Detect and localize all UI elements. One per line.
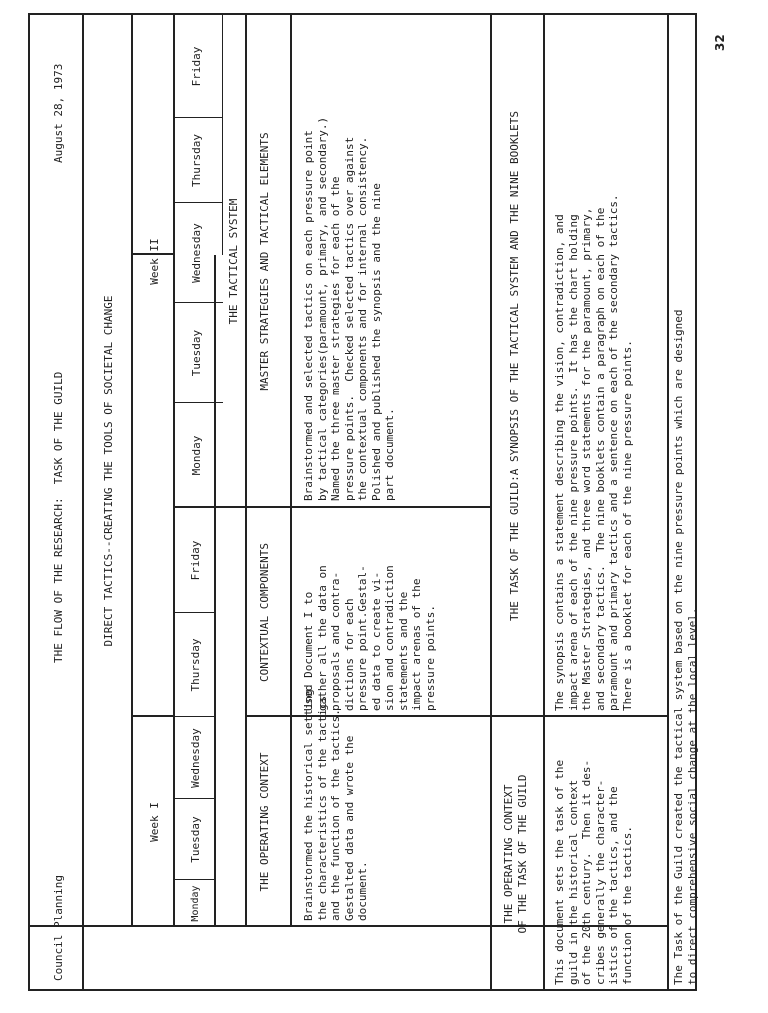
day-tuesday-2: Tuesday — [190, 329, 203, 377]
header-date: August 28, 1973 — [52, 63, 65, 163]
lower-right-text: The synopsis contains a statement describing the vision, contradiction, and impact arena of each of the nine pressure points. It has the chart holding the Master Strategies, and three word statements for the paramount, primary, and secondary tactics. The nine booklets contain a paragraph on each of the paramount and primary tactics and a sentence on each of the secondary tactics. There is a booklet for each of the nine pressure points. — [553, 194, 634, 711]
header-left: Council Planning — [52, 875, 65, 981]
section-operating: THE OPERATING CONTEXT — [258, 752, 271, 892]
day-friday: Friday — [189, 540, 202, 581]
operating-text: Brainstormed the historical setting the characteristics of the tactics and the function of the tactics. Gestalted data and wrote the document. — [302, 689, 369, 921]
rule-header — [82, 13, 84, 991]
frame-top — [28, 13, 30, 991]
rule-subtitle — [131, 15, 133, 927]
master-text: Brainstormed and selected tactics on each pressure point by tactical categories(paramount, primary, and secondary.) Named the three master strategies for each of the pressure points. Checked selected tactics over against the contextual components and for internal consistency. Polished and published the synopsis and the nine part document. — [302, 116, 396, 501]
rule-sections — [290, 15, 292, 927]
rule-weeks — [173, 15, 175, 927]
rule-days-week2 — [222, 15, 223, 255]
day-thursday: Thursday — [189, 638, 202, 692]
col-sep-2 — [245, 506, 492, 508]
rule-upper-bottom — [490, 13, 492, 991]
contextual-text: Used Document I to gather all the data on proposals and contra- dictions for each pressure point.Gestal- ed data to create vi- sion and contradiction statements and the impact arenas of the pressure points. — [302, 565, 437, 711]
header-center: THE FLOW OF THE RESEARCH: TASK OF THE GUILD — [52, 371, 65, 663]
frame-left — [28, 989, 697, 991]
day-monday-2: Monday — [190, 435, 203, 476]
frame-right — [28, 13, 697, 15]
day-wednesday-2: Wednesday — [190, 223, 203, 283]
section-contextual: CONTEXTUAL COMPONENTS — [258, 542, 271, 683]
subtitle: DIRECT TACTICS--CREATING THE TOOLS OF SOCIETAL CHANGE — [102, 295, 115, 647]
tactical-system: THE TACTICAL SYSTEM — [227, 198, 240, 325]
day-tuesday: Tuesday — [189, 816, 202, 863]
lower-right-title: THE TASK OF THE GUILD:A SYNOPSIS OF THE TACTICAL SYSTEM AND THE NINE BOOKLETS — [508, 111, 521, 621]
page-number: 32 — [713, 34, 727, 51]
lower-left-title: THE OPERATING CONTEXT OF THE TASK OF THE GUILD — [502, 774, 529, 934]
rule-footer — [667, 13, 669, 991]
lower-left-text: This document sets the task of the guild in the historical context of the 20th century. Then it des- cribes generally the character- istics of the tactics, and the function of the tactics. — [553, 759, 634, 985]
day-wednesday: Wednesday — [189, 728, 202, 788]
week-one: Week I — [148, 802, 161, 842]
section-master: MASTER STRATEGIES AND TACTICAL ELEMENTS — [258, 132, 271, 391]
rule-tactical — [245, 15, 247, 927]
rule-days-week1 — [214, 255, 216, 927]
rule-lower-titles — [543, 13, 545, 991]
day-monday: Monday — [190, 885, 201, 922]
day-thursday-2: Thursday — [190, 134, 203, 187]
day-friday-2: Friday — [190, 46, 203, 87]
footer-text: The Task of the Guild created the tactical system based on the nine pressure points which are designed to direct comprehensive social change at the local level. — [672, 309, 699, 985]
week-two: Week II — [148, 238, 161, 285]
